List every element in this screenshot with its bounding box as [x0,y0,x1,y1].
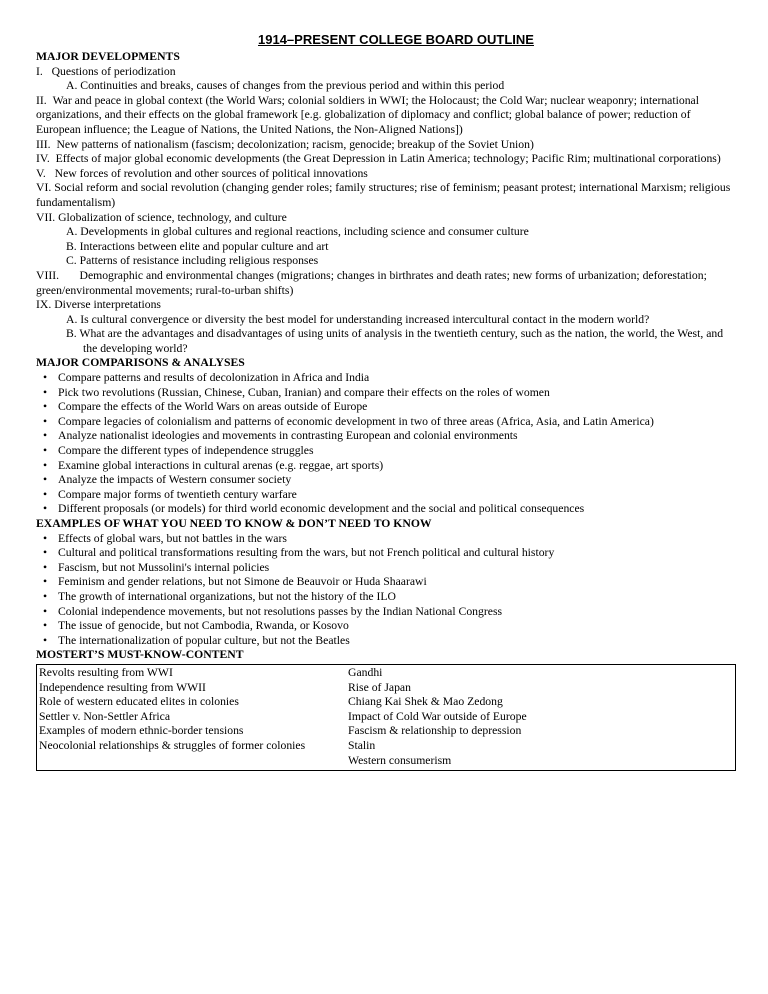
bullet-icon: • [43,546,48,560]
bullet-icon: • [43,444,48,458]
outline-item [36,167,736,182]
bullet-icon: • [43,400,48,414]
list-item: • Analyze nationalist ideologies and movements in contrasting European and colonial environments [43,429,518,443]
outline-subitem: A. Is cultural convergence or diversity the best model for understanding increased intercultural contact in the modern world? [66,312,650,326]
bullet-icon: • [43,487,48,501]
must-know-item: Settler v. Non-Settler Africa [39,709,171,723]
outline-label: VIII. [36,268,60,282]
bullet-icon: • [43,604,48,618]
outline-item [36,65,736,80]
must-know-item: Neocolonial relationships & struggles of former colonies [39,738,306,752]
must-know-item: Gandhi [348,665,383,679]
must-know-item: Role of western educated elites in colonies [39,695,239,709]
bullet-icon: • [43,575,48,589]
outline-subitem: A. Continuities and breaks, causes of changes from the previous period and within this period [66,79,505,93]
list-item: • Analyze the impacts of Western consumer society [43,473,292,487]
list-item: • Compare major forms of twentieth century warfare [43,487,297,501]
must-know-left-column [39,666,348,768]
list-item: • Feminism and gender relations, but not Simone de Beauvoir or Huda Shaarawi [43,575,427,589]
comparisons-heading: MAJOR COMPARISONS & ANALYSES [36,356,245,370]
outline-text: Demographic and environmental changes (migrations; changes in birthrates and death rates; new forms of urbanization; deforestation; green/environmental movements; rural-to-urban shifts) [36,268,707,297]
must-know-box [36,664,736,771]
outline-item [36,269,736,298]
bullet-icon: • [43,473,48,487]
bullet-icon: • [43,414,48,428]
bullet-icon: • [43,502,48,516]
outline-text: Questions of periodization [51,64,176,78]
bullet-icon: • [43,429,48,443]
outline-label: VII. [36,210,56,224]
bullet-icon: • [43,385,48,399]
must-know-right-column [348,666,728,768]
comparisons-list [36,371,736,517]
outline-text: New forces of revolution and other sources of political innovations [54,166,368,180]
outline-label: V. [36,166,46,180]
list-item: • Compare the effects of the World Wars on areas outside of Europe [43,400,368,414]
outline-text: Social reform and social revolution (changing gender roles; family structures; rise of feminism; peasant protest; international Marxism; religious fundamentalism) [36,181,731,209]
list-item: • Different proposals (or models) for third world economic development and the social and political consequences [43,502,585,516]
outline-text: Effects of major global economic developments (the Great Depression in Latin America; technology; Pacific Rim; multinational corporations) [55,152,721,166]
outline-subitem: A. Developments in global cultures and regional reactions, including science and consumer culture [66,225,529,239]
outline-text: War and peace in global context (the World Wars; colonial soldiers in WWI; the Holocaust; the Cold War; nuclear weaponry; international organizations, and their effects on the global framework [e.g. globalization of diplomacy and conflict; global balance of power; reduction of European influence; the League of Nations, the United Nations, the Non-Aligned Nations]) [36,93,699,136]
list-item: • Fascism, but not Mussolini's internal policies [43,560,270,574]
examples-heading: EXAMPLES OF WHAT YOU NEED TO KNOW & DON’T NEED TO KNOW [36,517,432,530]
list-item: • Examine global interactions in cultural arenas (e.g. reggae, art sports) [43,458,384,472]
document-page [36,32,736,771]
list-item: • Compare legacies of colonialism and patterns of economic development in two of three areas (Africa, Asia, and Latin America) [43,414,654,428]
major-developments-heading: MAJOR DEVELOPMENTS [36,50,180,63]
outline-label: VI. [36,181,52,195]
must-know-item: Fascism & relationship to depression [348,724,522,738]
outline-label: II. [36,93,47,107]
bullet-icon: • [43,619,48,633]
bullet-icon: • [43,560,48,574]
must-know-item: Examples of modern ethnic-border tensions [39,724,244,738]
outline-text: Globalization of science, technology, and culture [58,210,287,224]
must-know-item: Revolts resulting from WWI [39,665,173,679]
list-item: • Pick two revolutions (Russian, Chinese, Cuban, Iranian) and compare their effects on the roles of women [43,385,550,399]
outline-text: Diverse interpretations [54,298,161,312]
bullet-icon: • [43,371,48,385]
outline-subitem: C. Patterns of resistance including religious responses [66,254,319,268]
bullet-icon: • [43,531,48,545]
list-item: • Colonial independence movements, but not resolutions passes by the Indian National Congress [43,604,503,618]
bullet-icon: • [43,458,48,472]
must-know-item: Western consumerism [348,753,452,767]
list-item: • Cultural and political transformations resulting from the wars, but not French political and cultural history [43,546,555,560]
outline-subitem: B. Interactions between elite and popular culture and art [66,239,329,253]
page-title: 1914–PRESENT COLLEGE BOARD OUTLINE [258,32,534,47]
list-item: • The internationalization of popular culture, but not the Beatles [43,633,350,647]
outline-item [36,181,736,210]
bullet-icon: • [43,589,48,603]
must-know-item: Stalin [348,738,376,752]
examples-list [36,532,736,649]
outline-item [36,94,736,138]
outline-label: I. [36,64,43,78]
list-item: • The growth of international organizations, but not the history of the ILO [43,589,396,603]
outline-item [36,138,736,153]
outline-item [36,211,736,226]
outline-item [36,298,736,313]
list-item: • Compare the different types of independence struggles [43,444,314,458]
must-know-item: Independence resulting from WWII [39,680,206,694]
outline-label: IV. [36,152,50,166]
list-item: • Effects of global wars, but not battles in the wars [43,531,287,545]
outline-subitem: B. What are the advantages and disadvantages of using units of analysis in the twentieth century, such as the nation, the world, the West, and the developing world? [66,327,724,355]
outline-text: New patterns of nationalism (fascism; decolonization; racism, genocide; breakup of the Soviet Union) [56,137,534,151]
outline-item [36,152,736,167]
outline-label: IX. [36,298,52,312]
must-know-heading: MOSTERT’S MUST-KNOW-CONTENT [36,648,244,662]
list-item: • Compare patterns and results of decolonization in Africa and India [43,371,370,385]
must-know-item: Impact of Cold War outside of Europe [348,709,527,723]
must-know-item: Rise of Japan [348,680,411,694]
bullet-icon: • [43,633,48,647]
list-item: • The issue of genocide, but not Cambodia, Rwanda, or Kosovo [43,619,349,633]
outline-label: III. [36,137,51,151]
must-know-item: Chiang Kai Shek & Mao Zedong [348,695,503,709]
